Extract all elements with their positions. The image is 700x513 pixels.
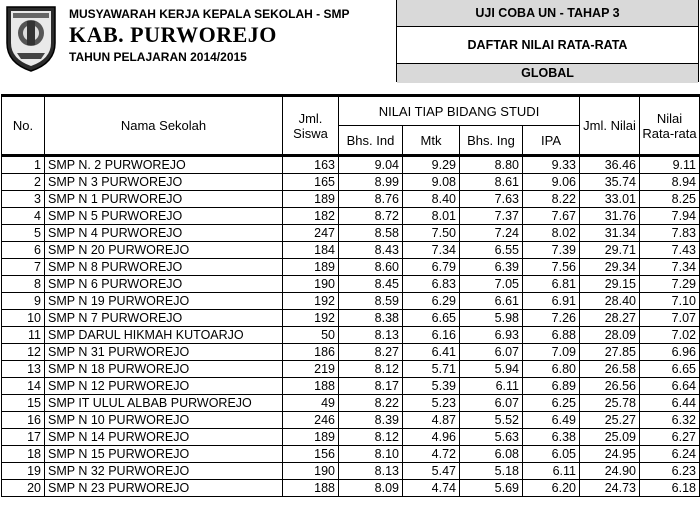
score-mtk: 4.74 bbox=[403, 480, 460, 497]
score-bhs-ind: 8.22 bbox=[339, 395, 403, 412]
col-bhs-ing: Bhs. Ing bbox=[460, 126, 523, 156]
score-average: 6.65 bbox=[640, 361, 700, 378]
score-mtk: 4.96 bbox=[403, 429, 460, 446]
row-number: 14 bbox=[2, 378, 45, 395]
student-count: 50 bbox=[283, 327, 339, 344]
score-average: 8.25 bbox=[640, 191, 700, 208]
score-mtk: 9.29 bbox=[403, 156, 460, 174]
score-bhs-ind: 8.99 bbox=[339, 174, 403, 191]
student-count: 156 bbox=[283, 446, 339, 463]
score-bhs-ind: 8.39 bbox=[339, 412, 403, 429]
row-number: 15 bbox=[2, 395, 45, 412]
score-bhs-ing: 6.07 bbox=[460, 395, 523, 412]
table-row bbox=[2, 191, 700, 208]
school-name: SMP N 3 PURWOREJO bbox=[45, 174, 283, 191]
score-average: 7.43 bbox=[640, 242, 700, 259]
report-info-box bbox=[396, 0, 699, 82]
row-number: 18 bbox=[2, 446, 45, 463]
score-ipa: 6.11 bbox=[523, 463, 580, 480]
table-row bbox=[2, 463, 700, 480]
student-count: 247 bbox=[283, 225, 339, 242]
score-total: 24.73 bbox=[580, 480, 640, 497]
exam-label: UJI COBA UN - TAHAP 3 bbox=[397, 0, 698, 27]
score-total: 24.95 bbox=[580, 446, 640, 463]
student-count: 190 bbox=[283, 276, 339, 293]
score-mtk: 4.72 bbox=[403, 446, 460, 463]
report-label: DAFTAR NILAI RATA-RATA bbox=[397, 27, 698, 64]
score-total: 25.27 bbox=[580, 412, 640, 429]
score-average: 6.27 bbox=[640, 429, 700, 446]
col-students: Jml. Siswa bbox=[283, 96, 339, 156]
score-average: 7.07 bbox=[640, 310, 700, 327]
score-bhs-ind: 8.58 bbox=[339, 225, 403, 242]
score-total: 28.27 bbox=[580, 310, 640, 327]
score-total: 25.78 bbox=[580, 395, 640, 412]
score-ipa: 8.02 bbox=[523, 225, 580, 242]
row-number: 11 bbox=[2, 327, 45, 344]
score-mtk: 7.34 bbox=[403, 242, 460, 259]
school-name: SMP N 18 PURWOREJO bbox=[45, 361, 283, 378]
table-row bbox=[2, 480, 700, 497]
score-bhs-ind: 9.04 bbox=[339, 156, 403, 174]
score-bhs-ing: 6.07 bbox=[460, 344, 523, 361]
student-count: 189 bbox=[283, 259, 339, 276]
school-name: SMP DARUL HIKMAH KUTOARJO bbox=[45, 327, 283, 344]
score-bhs-ind: 8.72 bbox=[339, 208, 403, 225]
table-row bbox=[2, 361, 700, 378]
score-average: 7.02 bbox=[640, 327, 700, 344]
table-row bbox=[2, 225, 700, 242]
score-bhs-ing: 5.94 bbox=[460, 361, 523, 378]
col-ipa: IPA bbox=[523, 126, 580, 156]
score-mtk: 5.71 bbox=[403, 361, 460, 378]
score-average: 6.24 bbox=[640, 446, 700, 463]
score-average: 9.11 bbox=[640, 156, 700, 174]
student-count: 246 bbox=[283, 412, 339, 429]
score-mtk: 4.87 bbox=[403, 412, 460, 429]
score-mtk: 6.16 bbox=[403, 327, 460, 344]
score-total: 29.71 bbox=[580, 242, 640, 259]
score-ipa: 9.06 bbox=[523, 174, 580, 191]
score-mtk: 7.50 bbox=[403, 225, 460, 242]
score-ipa: 9.33 bbox=[523, 156, 580, 174]
school-name: SMP N 14 PURWOREJO bbox=[45, 429, 283, 446]
score-total: 33.01 bbox=[580, 191, 640, 208]
row-number: 8 bbox=[2, 276, 45, 293]
student-count: 49 bbox=[283, 395, 339, 412]
score-bhs-ing: 7.37 bbox=[460, 208, 523, 225]
score-average: 6.32 bbox=[640, 412, 700, 429]
col-bhs-ind: Bhs. Ind bbox=[339, 126, 403, 156]
score-total: 26.56 bbox=[580, 378, 640, 395]
score-mtk: 5.47 bbox=[403, 463, 460, 480]
col-no: No. bbox=[2, 96, 45, 156]
row-number: 16 bbox=[2, 412, 45, 429]
school-name: SMP N 20 PURWOREJO bbox=[45, 242, 283, 259]
scores-table bbox=[1, 94, 700, 497]
school-name: SMP IT ULUL ALBAB PURWOREJO bbox=[45, 395, 283, 412]
score-total: 31.34 bbox=[580, 225, 640, 242]
table-row bbox=[2, 242, 700, 259]
report-header bbox=[0, 0, 700, 84]
score-ipa: 7.39 bbox=[523, 242, 580, 259]
score-ipa: 6.05 bbox=[523, 446, 580, 463]
score-average: 6.23 bbox=[640, 463, 700, 480]
score-bhs-ing: 6.93 bbox=[460, 327, 523, 344]
col-school-name: Nama Sekolah bbox=[45, 96, 283, 156]
score-total: 35.74 bbox=[580, 174, 640, 191]
score-mtk: 6.41 bbox=[403, 344, 460, 361]
score-bhs-ind: 8.27 bbox=[339, 344, 403, 361]
score-mtk: 8.40 bbox=[403, 191, 460, 208]
score-bhs-ing: 8.80 bbox=[460, 156, 523, 174]
score-bhs-ind: 8.38 bbox=[339, 310, 403, 327]
score-bhs-ing: 7.05 bbox=[460, 276, 523, 293]
score-total: 24.90 bbox=[580, 463, 640, 480]
score-bhs-ind: 8.45 bbox=[339, 276, 403, 293]
school-name: SMP N 19 PURWOREJO bbox=[45, 293, 283, 310]
student-count: 163 bbox=[283, 156, 339, 174]
table-row bbox=[2, 429, 700, 446]
student-count: 189 bbox=[283, 191, 339, 208]
row-number: 2 bbox=[2, 174, 45, 191]
score-average: 6.44 bbox=[640, 395, 700, 412]
score-average: 6.18 bbox=[640, 480, 700, 497]
score-total: 28.40 bbox=[580, 293, 640, 310]
score-total: 36.46 bbox=[580, 156, 640, 174]
regency-emblem-icon bbox=[3, 3, 59, 73]
score-bhs-ing: 5.52 bbox=[460, 412, 523, 429]
score-bhs-ing: 6.08 bbox=[460, 446, 523, 463]
score-bhs-ing: 7.24 bbox=[460, 225, 523, 242]
score-bhs-ind: 8.12 bbox=[339, 361, 403, 378]
student-count: 184 bbox=[283, 242, 339, 259]
row-number: 20 bbox=[2, 480, 45, 497]
score-mtk: 5.39 bbox=[403, 378, 460, 395]
score-bhs-ing: 7.63 bbox=[460, 191, 523, 208]
score-average: 8.94 bbox=[640, 174, 700, 191]
score-bhs-ing: 5.69 bbox=[460, 480, 523, 497]
table-row bbox=[2, 208, 700, 225]
score-ipa: 7.09 bbox=[523, 344, 580, 361]
table-row bbox=[2, 344, 700, 361]
col-mtk: Mtk bbox=[403, 126, 460, 156]
table-row bbox=[2, 395, 700, 412]
score-ipa: 7.67 bbox=[523, 208, 580, 225]
score-total: 27.85 bbox=[580, 344, 640, 361]
row-number: 1 bbox=[2, 156, 45, 174]
score-ipa: 6.38 bbox=[523, 429, 580, 446]
student-count: 190 bbox=[283, 463, 339, 480]
table-row bbox=[2, 174, 700, 191]
student-count: 165 bbox=[283, 174, 339, 191]
table-row bbox=[2, 293, 700, 310]
score-bhs-ind: 8.59 bbox=[339, 293, 403, 310]
score-total: 31.76 bbox=[580, 208, 640, 225]
school-name: SMP N 7 PURWOREJO bbox=[45, 310, 283, 327]
score-mtk: 9.08 bbox=[403, 174, 460, 191]
score-bhs-ind: 8.13 bbox=[339, 463, 403, 480]
page-title: KAB. PURWOREJO bbox=[69, 22, 277, 47]
score-average: 7.94 bbox=[640, 208, 700, 225]
score-average: 7.10 bbox=[640, 293, 700, 310]
score-average: 7.34 bbox=[640, 259, 700, 276]
score-bhs-ing: 5.63 bbox=[460, 429, 523, 446]
school-name: SMP N 5 PURWOREJO bbox=[45, 208, 283, 225]
table-row bbox=[2, 327, 700, 344]
academic-year: TAHUN PELAJARAN 2014/2015 bbox=[69, 50, 247, 64]
row-number: 19 bbox=[2, 463, 45, 480]
score-total: 29.15 bbox=[580, 276, 640, 293]
school-name: SMP N 15 PURWOREJO bbox=[45, 446, 283, 463]
table-row bbox=[2, 446, 700, 463]
school-name: SMP N 32 PURWOREJO bbox=[45, 463, 283, 480]
student-count: 182 bbox=[283, 208, 339, 225]
table-row bbox=[2, 310, 700, 327]
score-ipa: 6.20 bbox=[523, 480, 580, 497]
school-name: SMP N 4 PURWOREJO bbox=[45, 225, 283, 242]
school-name: SMP N 8 PURWOREJO bbox=[45, 259, 283, 276]
table-row bbox=[2, 156, 700, 174]
student-count: 192 bbox=[283, 310, 339, 327]
score-average: 7.29 bbox=[640, 276, 700, 293]
school-name: SMP N 23 PURWOREJO bbox=[45, 480, 283, 497]
student-count: 189 bbox=[283, 429, 339, 446]
table-row bbox=[2, 259, 700, 276]
student-count: 219 bbox=[283, 361, 339, 378]
score-bhs-ing: 5.18 bbox=[460, 463, 523, 480]
score-mtk: 6.83 bbox=[403, 276, 460, 293]
row-number: 9 bbox=[2, 293, 45, 310]
score-bhs-ing: 6.39 bbox=[460, 259, 523, 276]
score-total: 26.58 bbox=[580, 361, 640, 378]
score-ipa: 6.25 bbox=[523, 395, 580, 412]
score-bhs-ing: 5.98 bbox=[460, 310, 523, 327]
score-ipa: 6.80 bbox=[523, 361, 580, 378]
row-number: 5 bbox=[2, 225, 45, 242]
student-count: 192 bbox=[283, 293, 339, 310]
scope-label: GLOBAL bbox=[397, 64, 698, 83]
score-bhs-ing: 6.11 bbox=[460, 378, 523, 395]
row-number: 17 bbox=[2, 429, 45, 446]
score-total: 29.34 bbox=[580, 259, 640, 276]
row-number: 3 bbox=[2, 191, 45, 208]
table-row bbox=[2, 276, 700, 293]
score-average: 6.64 bbox=[640, 378, 700, 395]
school-name: SMP N 31 PURWOREJO bbox=[45, 344, 283, 361]
school-name: SMP N 10 PURWOREJO bbox=[45, 412, 283, 429]
table-row bbox=[2, 412, 700, 429]
score-ipa: 6.81 bbox=[523, 276, 580, 293]
score-ipa: 7.26 bbox=[523, 310, 580, 327]
table-body bbox=[2, 156, 700, 497]
score-total: 25.09 bbox=[580, 429, 640, 446]
school-name: SMP N 12 PURWOREJO bbox=[45, 378, 283, 395]
score-ipa: 6.88 bbox=[523, 327, 580, 344]
score-bhs-ind: 8.09 bbox=[339, 480, 403, 497]
col-total: Jml. Nilai bbox=[580, 96, 640, 156]
school-name: SMP N 6 PURWOREJO bbox=[45, 276, 283, 293]
score-ipa: 6.91 bbox=[523, 293, 580, 310]
school-name: SMP N 1 PURWOREJO bbox=[45, 191, 283, 208]
row-number: 13 bbox=[2, 361, 45, 378]
score-mtk: 5.23 bbox=[403, 395, 460, 412]
score-bhs-ing: 6.55 bbox=[460, 242, 523, 259]
row-number: 4 bbox=[2, 208, 45, 225]
row-number: 12 bbox=[2, 344, 45, 361]
student-count: 186 bbox=[283, 344, 339, 361]
row-number: 7 bbox=[2, 259, 45, 276]
score-mtk: 6.65 bbox=[403, 310, 460, 327]
school-name: SMP N. 2 PURWOREJO bbox=[45, 156, 283, 174]
score-mtk: 8.01 bbox=[403, 208, 460, 225]
score-mtk: 6.79 bbox=[403, 259, 460, 276]
student-count: 188 bbox=[283, 378, 339, 395]
col-average: Nilai Rata-rata bbox=[640, 96, 700, 156]
score-bhs-ind: 8.12 bbox=[339, 429, 403, 446]
score-average: 7.83 bbox=[640, 225, 700, 242]
score-ipa: 6.89 bbox=[523, 378, 580, 395]
score-bhs-ing: 6.61 bbox=[460, 293, 523, 310]
score-bhs-ind: 8.17 bbox=[339, 378, 403, 395]
score-bhs-ind: 8.60 bbox=[339, 259, 403, 276]
row-number: 10 bbox=[2, 310, 45, 327]
score-bhs-ind: 8.13 bbox=[339, 327, 403, 344]
col-subjects-group: NILAI TIAP BIDANG STUDI bbox=[339, 96, 580, 126]
score-mtk: 6.29 bbox=[403, 293, 460, 310]
score-bhs-ind: 8.43 bbox=[339, 242, 403, 259]
row-number: 6 bbox=[2, 242, 45, 259]
student-count: 188 bbox=[283, 480, 339, 497]
score-total: 28.09 bbox=[580, 327, 640, 344]
organization-name: MUSYAWARAH KERJA KEPALA SEKOLAH - SMP bbox=[69, 7, 350, 21]
table-row bbox=[2, 378, 700, 395]
score-ipa: 7.56 bbox=[523, 259, 580, 276]
score-ipa: 6.49 bbox=[523, 412, 580, 429]
score-bhs-ing: 8.61 bbox=[460, 174, 523, 191]
score-bhs-ind: 8.10 bbox=[339, 446, 403, 463]
score-ipa: 8.22 bbox=[523, 191, 580, 208]
score-bhs-ind: 8.76 bbox=[339, 191, 403, 208]
score-average: 6.96 bbox=[640, 344, 700, 361]
